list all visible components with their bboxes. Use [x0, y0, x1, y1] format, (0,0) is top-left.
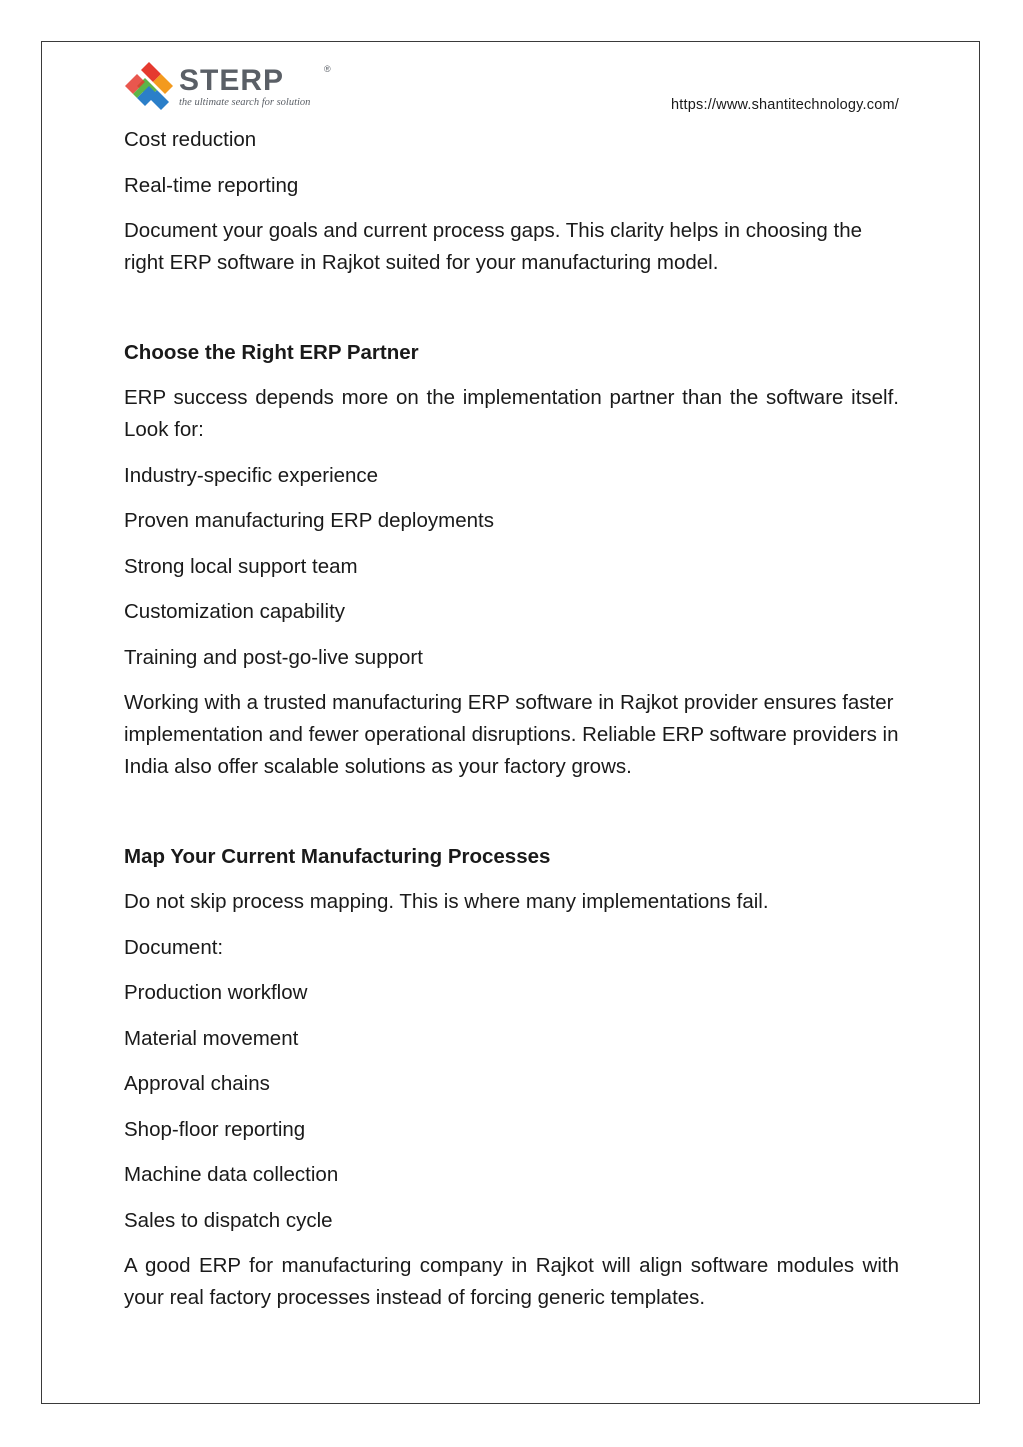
process-item-1: Production workflow [124, 981, 308, 1004]
logo-diamond-icon [125, 62, 173, 110]
process-item-2: Material movement [124, 1026, 299, 1050]
document-label: Document: [124, 935, 224, 959]
map-intro: Do not skip process mapping. This is where many implementations fail. [124, 890, 769, 913]
partner-item-5: Training and post-go-live support [124, 645, 423, 669]
partner-item-2: Proven manufacturing ERP deployments [124, 509, 494, 532]
partner-item-3: Strong local support team [124, 554, 358, 578]
sterp-logo [123, 60, 343, 116]
goal-item-1: Cost reduction [124, 128, 257, 151]
heading-choose-partner: Choose the Right ERP Partner [124, 340, 419, 364]
logo-name: STERP [179, 64, 285, 97]
process-item-5: Machine data collection [124, 1163, 339, 1186]
partner-intro: ERP success depends more on the implementation partner than the software itself. Look for: [124, 386, 899, 441]
partner-item-4: Customization capability [124, 600, 346, 623]
heading-map-processes: Map Your Current Manufacturing Processes [124, 844, 551, 868]
partner-item-1: Industry-specific experience [124, 463, 379, 487]
logo-tagline: the ultimate search for solution [179, 97, 311, 108]
goal-item-2: Real-time reporting [124, 173, 299, 197]
document-body [124, 124, 899, 1328]
process-item-3: Approval chains [124, 1072, 270, 1095]
partner-paragraph: Working with a trusted manufacturing ERP software in Rajkot provider ensures faster implementation and fewer operational disruptions. Reliable ERP software providers in India also offer scalable solutions as your factory grows. [124, 691, 899, 778]
website-url[interactable]: https://www.shantitechnology.com/ [671, 97, 899, 113]
goals-paragraph: Document your goals and current process gaps. This clarity helps in choosing the right ERP software in Rajkot suited for your manufacturing model. [124, 219, 863, 274]
logo-registered-mark: ® [324, 64, 331, 74]
process-item-6: Sales to dispatch cycle [124, 1208, 333, 1232]
process-item-4: Shop-floor reporting [124, 1117, 306, 1141]
map-paragraph: A good ERP for manufacturing company in Rajkot will align software modules with your real factory processes instead of forcing generic templates. [124, 1254, 899, 1309]
